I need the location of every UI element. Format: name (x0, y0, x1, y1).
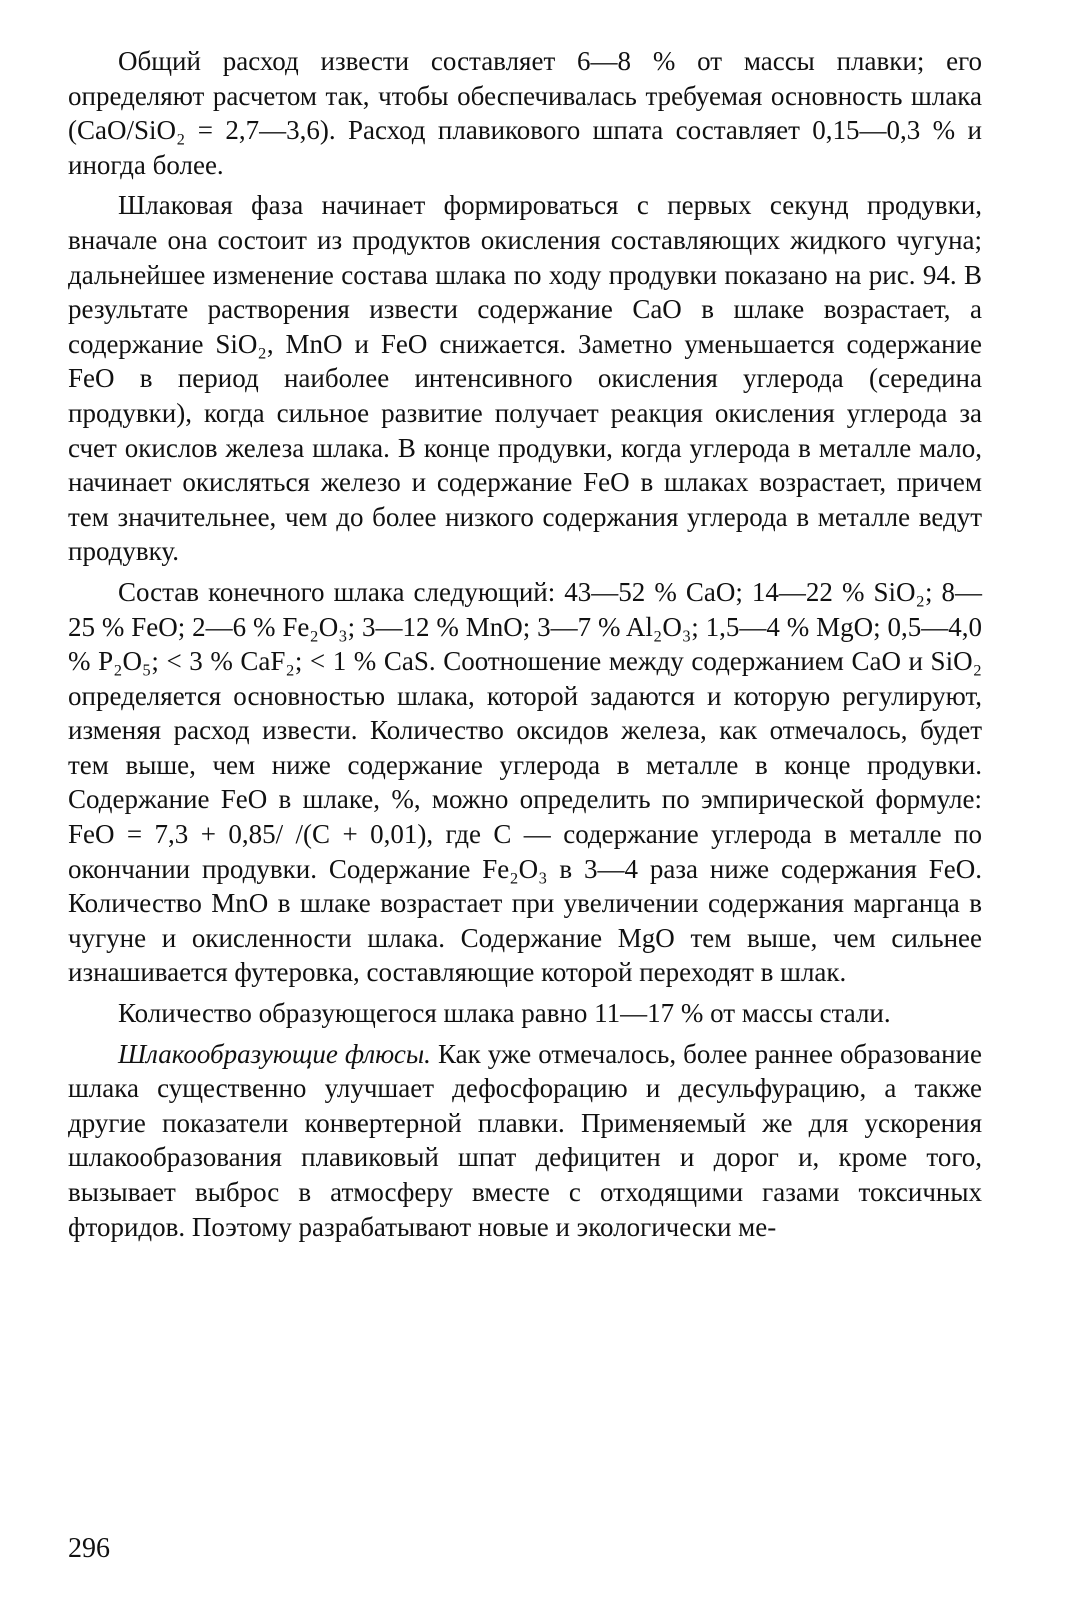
paragraph-text: Как уже отмечалось, более раннее образование шлака существенно улучшает дефосфорацию и десульфурацию, а также другие показатели конвертерной плавки. Применяемый же для ускорения шлакообразования плавиковый шпат дефицитен и дорог и, кроме того, вызывает выброс в атмосферу вместе с отходящими газами токсичных фторидов. Поэтому разрабатывают новые и экологически ме- (68, 1038, 982, 1242)
paragraph-text: Состав конечного шлака следующий: 43—52 % CaO; 14—22 % SiO₂; 8—25 % FeO; 2—6 % Fe₂O₃; 3—12 % MnO; 3—7 % Al₂O₃; 1,5—4 % MgO; 0,5—4,0 % P₂O₅; < 3 % CaF₂; < 1 % CaS. Соотношение между содержанием CaO и SiO₂ определяется основностью шлака, которой задаются и которую регулируют, изменяя расход извести. Количество оксидов железа, как отмечалось, будет тем выше, чем ниже содержание углерода в металле в конце продувки. Содержание FeO в шлаке, %, можно определить по эмпирической формуле: FeO = 7,3 + 0,85/ /(C + 0,01), где C — содержание углерода в металле по окончании продувки. Содержание Fe₂O₃ в 3—4 раза ниже содержания FeO. Количество MnO в шлаке возрастает при увеличении содержания марганца в чугуне и окисленности шлака. Содержание MgO тем выше, чем сильнее изнашивается футеровка, составляющие которой переходят в шлак. (68, 576, 982, 988)
paragraph-text: Шлаковая фаза начинает формироваться с первых секунд продувки, вначале она состоит из продуктов окисления составляющих жидкого чугуна; дальнейшее изменение состава шлака по ходу продувки показано на рис. 94. В результате растворения извести содержание CaO в шлаке возрастает, а содержание SiO₂, MnO и FeO снижается. Заметно уменьшается содержание FeO в период наиболее интенсивного окисления углерода (середина продувки), когда сильное развитие получает реакция окисления углерода за счет окислов железа шлака. В конце продувки, когда углерода в металле мало, начинает окисляться железо и содержание FeO в шлаках возрастает, причем тем значительнее, чем до более низкого содержания углерода в металле ведут продувку. (68, 190, 982, 567)
paragraph-slag-amount (68, 996, 982, 1031)
paragraph-slag-forming-fluxes (68, 1037, 982, 1245)
page-number: 296 (68, 1533, 110, 1564)
section-run-in-heading: Шлакообразующие флюсы. (118, 1038, 431, 1069)
paragraph-final-slag-composition (68, 575, 982, 990)
paragraph-slag-phase (68, 188, 982, 569)
body-text (68, 44, 982, 1250)
paragraph-lime-consumption (68, 44, 982, 182)
paragraph-text: Количество образующегося шлака равно 11—17 % от массы стали. (118, 998, 891, 1029)
paragraph-text: Общий расход извести составляет 6—8 % от массы плавки; его определяют расчетом так, чтобы обеспечивалась требуемая основность шлака (CaO/SiO₂ = 2,7—3,6). Расход плавикового шпата составляет 0,15—0,3 % и иногда более. (68, 46, 982, 180)
